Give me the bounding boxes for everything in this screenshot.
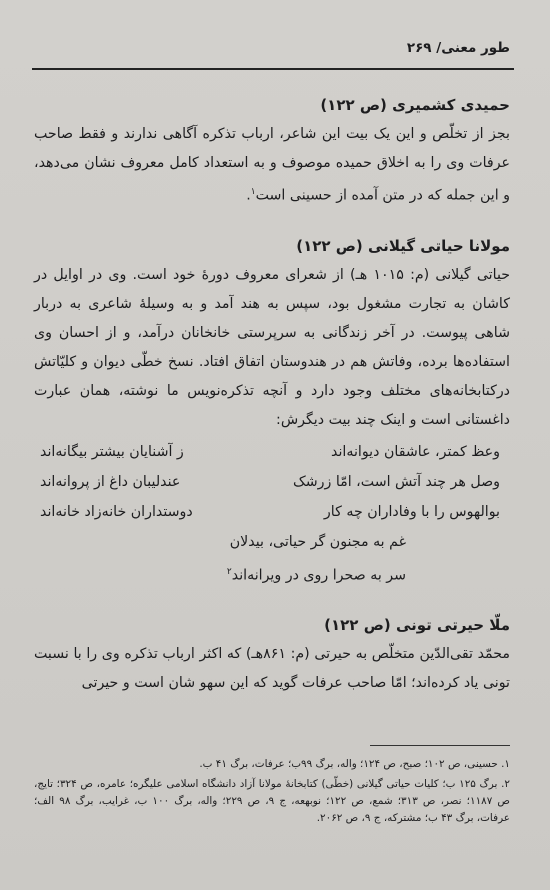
entry-hayati: [34, 237, 510, 591]
hemistich: دوستداران خانه‌زاد خانه‌اند: [40, 503, 193, 520]
hemistich: بوالهوس را با وفاداران چه کار: [323, 503, 500, 520]
entry-heyrati: [34, 616, 510, 698]
entry-hamidi: [34, 96, 510, 211]
page-body: [34, 96, 510, 698]
hemistich: ز آشنایان بیشتر بیگانه‌اند: [40, 443, 184, 460]
entry-heading: حمیدی کشمیری (ص ۱۲۲): [320, 96, 510, 114]
footnote-ref: ۲: [226, 566, 232, 577]
verse-line: [34, 467, 510, 497]
hemistich: عندلیبان داغ از پروانه‌اند: [40, 473, 181, 490]
verse-line: [34, 437, 510, 467]
header-rule: [32, 68, 514, 70]
footnotes: [34, 756, 510, 830]
entry-text: بجز از تخلّص و این یک بیت این شاعر، ارباب تذکره آگاهی ندارند و فقط صاحب عرفات وی را به اخلاق حمیده موصوف و به استعداد کامل معروف نشان می‌دهد، و این جمله که در متن آمده از حسینی است$^۱$.: [34, 126, 510, 204]
footnote: ۲. برگ ۱۲۵ ب؛ کلیات حیاتی گیلانی (خطّی) کتابخانهٔ مولانا آزاد دانشگاه اسلامی علیگره؛ عامره، ص ۳۲۴؛ تایج، ص ۱۱۸۷؛ نصر، ص ۳۱۳؛ شمع، ص ۱۲۲؛ نوبهعه، ج ۹، ص ۲۲۹؛ واله، برگ ۱۰۰ ب، غرایب، برگ ۹۸ الف؛ عرفات، برگ ۴۳ ب؛ مشترکه، ج ۹، ص ۲۰۶۲.: [34, 778, 510, 824]
verse-line: [34, 527, 510, 557]
footnote: ۱. حسینی، ص ۱۰۲؛ صبح، ص ۱۲۴؛ واله، برگ ۹۹ب؛ عرفات، برگ ۴۱ ب.: [199, 758, 510, 770]
entry-text: محمّد تقی‌الدّین متخلّص به حیرتی (م: ۸۶۱هـ) که اکثر ارباب تذکره وی را با نسبت تونی یاد کرده‌اند؛ امّا صاحب عرفات گوید که این سهو شان است و حیرتی: [34, 646, 510, 692]
footnote-ref: ۱: [250, 187, 256, 197]
hemistich: وصل هر چند آتش است، امّا زرشک: [293, 473, 500, 490]
entry-heading: ملّا حیرتی تونی (ص ۱۲۲): [324, 616, 510, 635]
hemistich: وعظ کمتر، عاشقان دیوانه‌اند: [331, 443, 500, 460]
hemistich: غم به مجنون گر حیاتی، بیدلان: [229, 533, 406, 550]
entry-text: حیاتی گیلانی (م: ۱۰۱۵ هـ) از شعرای معروف دورهٔ خود است. وی در اوایل در کاشان به تجارت مشغول بود، سپس به هند آمد و به وسیلهٔ شاعری به دربار شاهی پیوست. در آخر زندگانی به سرپرستی خانخانان درآمد، و از احسان وی استفاده‌ها برده، وفاتش هم در هندوستان اتفاق افتاد. نسخ خطّی دیوان و کلیّاتش درکتابخانه‌های مختلف وجود دارد و آنچه تذکره‌نویس ما نوشته، همان عبارت داغستانی است و اینک چند بیت دیگرش:: [34, 266, 510, 428]
verse-line: [34, 497, 510, 527]
hemistich: سر به صحرا روی در ویرانه‌اند: [231, 567, 406, 584]
verse-line: [34, 557, 510, 591]
footnote-rule: [370, 745, 510, 746]
running-header: طور معنی/ ۲۶۹: [406, 40, 510, 56]
poem: [34, 437, 510, 591]
entry-heading: مولانا حیاتی گیلانی (ص ۱۲۲): [296, 236, 510, 255]
